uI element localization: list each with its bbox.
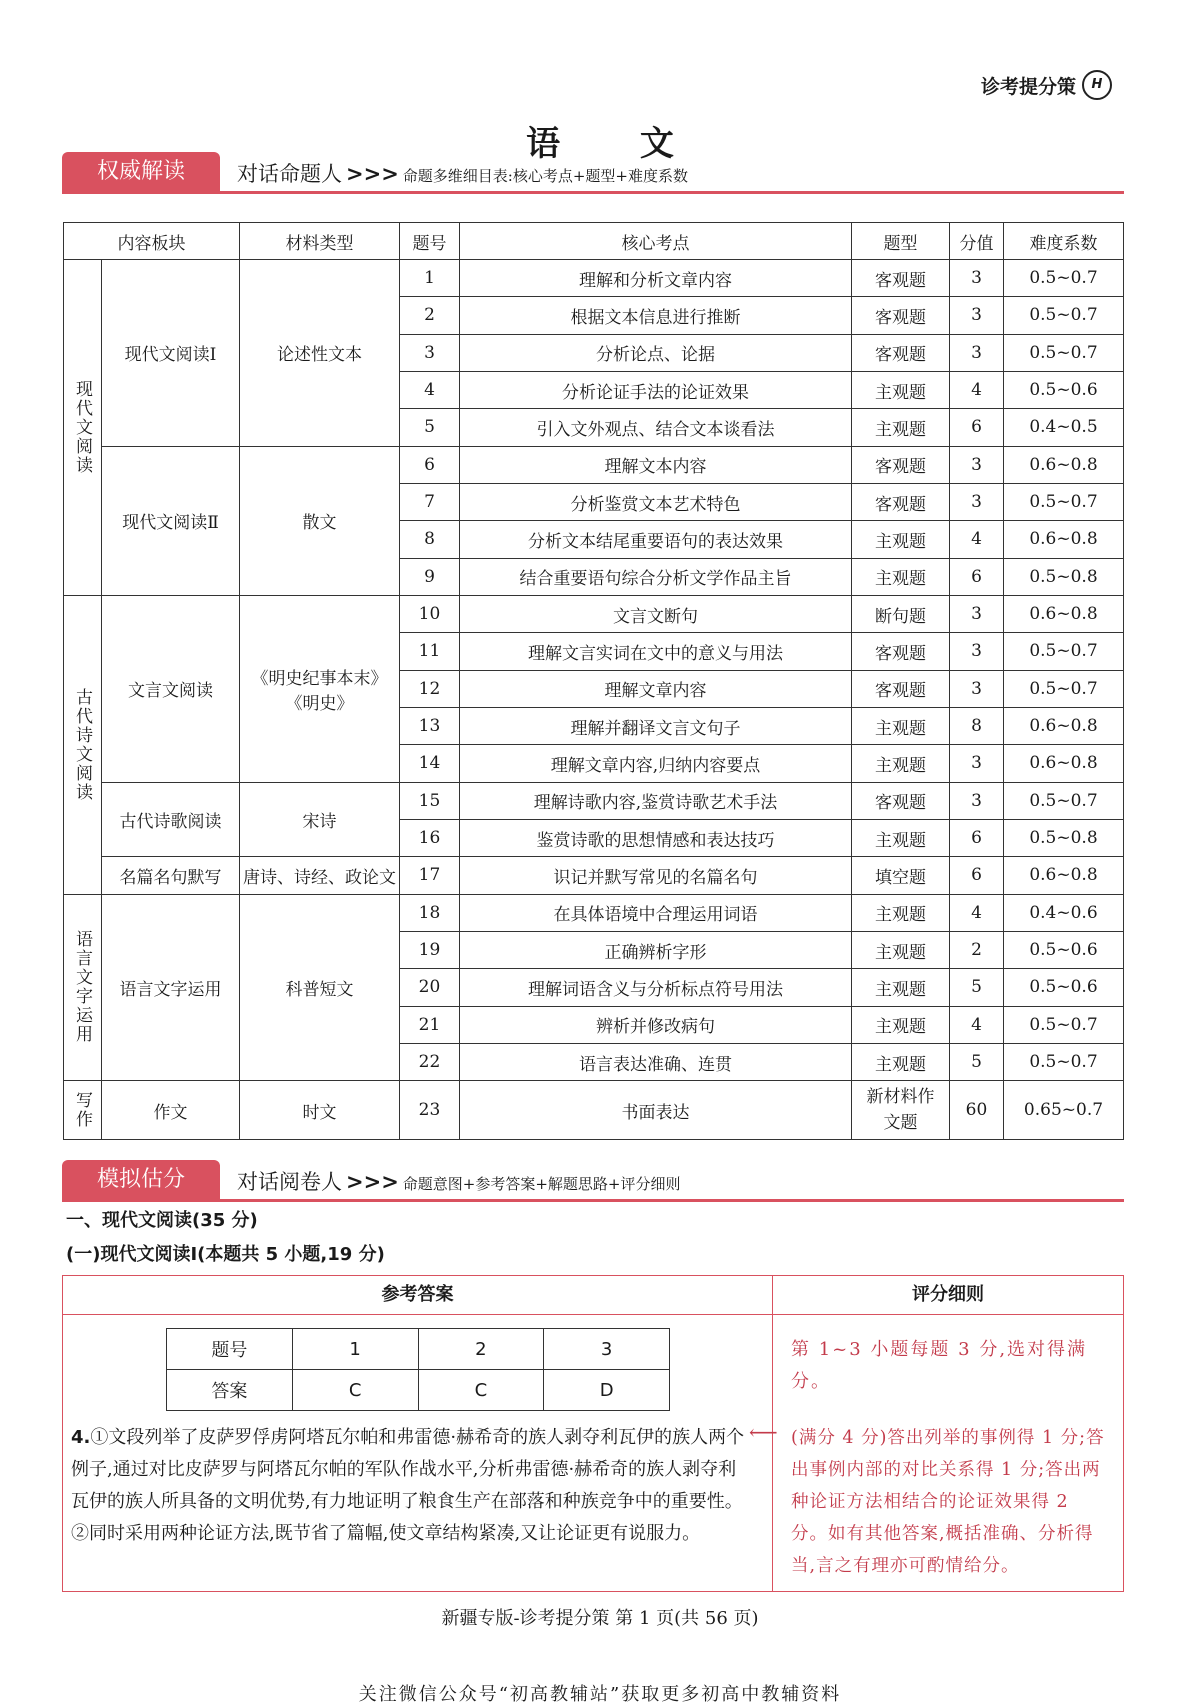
cell-diff: 0.5~0.7 [1004, 260, 1124, 297]
cell-point: 理解文言实词在文中的意义与用法 [460, 633, 852, 670]
cell-score: 6 [950, 409, 1004, 446]
cell-diff: 0.5~0.7 [1004, 483, 1124, 520]
material-cell: 时文 [240, 1081, 400, 1140]
group-cell: 作文 [102, 1081, 240, 1140]
cell-score: 3 [950, 334, 1004, 371]
cell-point: 识记并默写常见的名篇名句 [460, 857, 852, 894]
section-label: 语言文字运用 [72, 930, 92, 1045]
cell: 答案 [167, 1370, 293, 1411]
cell-score: 5 [950, 1043, 1004, 1080]
cell-no: 11 [400, 633, 460, 670]
cell-score: 4 [950, 521, 1004, 558]
cell-no: 13 [400, 707, 460, 744]
section-cell [64, 1081, 102, 1140]
cell-score: 3 [950, 260, 1004, 297]
cell-score: 3 [950, 297, 1004, 334]
cell: C [418, 1370, 544, 1411]
section-cell [64, 894, 102, 1081]
group-cell: 名篇名句默写 [102, 857, 240, 894]
cell-type: 主观题 [852, 745, 950, 782]
cell-diff: 0.5~0.7 [1004, 782, 1124, 819]
col-header: 核心考点 [460, 223, 852, 260]
band-arrows: >>> [346, 1169, 399, 1194]
table-row [64, 595, 1124, 632]
cell-point: 理解文章内容 [460, 670, 852, 707]
cell-point: 理解文章内容,归纳内容要点 [460, 745, 852, 782]
cell-type: 主观题 [852, 707, 950, 744]
subsection-heading: (一)现代文阅读Ⅰ(本题共 5 小题,19 分) [66, 1244, 385, 1265]
cell-type: 主观题 [852, 558, 950, 595]
cell-score: 60 [950, 1081, 1004, 1140]
cell-diff: 0.5~0.7 [1004, 297, 1124, 334]
table-header-row [64, 223, 1124, 260]
cell-type: 客观题 [852, 633, 950, 670]
cell-type: 填空题 [852, 857, 950, 894]
cell-point: 分析文本结尾重要语句的表达效果 [460, 521, 852, 558]
cell-diff: 0.5~0.8 [1004, 819, 1124, 856]
cell-diff: 0.6~0.8 [1004, 707, 1124, 744]
cell-type: 主观题 [852, 894, 950, 931]
reference-answers [63, 1276, 773, 1591]
cell-score: 5 [950, 969, 1004, 1006]
cell-diff: 0.65~0.7 [1004, 1081, 1124, 1140]
cell-no: 6 [400, 446, 460, 483]
cell-no: 22 [400, 1043, 460, 1080]
band-subtitle: 命题多维细目表:核心考点+题型+难度系数 [402, 167, 688, 185]
cell-point: 正确辨析字形 [460, 931, 852, 968]
band-tab-label: 权威解读 [62, 152, 220, 192]
cell-type: 客观题 [852, 260, 950, 297]
scoring-rule-2: (满分 4 分)答出列举的事例得 1 分;答出事例内部的对比关系得 1 分;答出两种论证方法相结合的论证效果得 2 分。如有其他答案,概括准确、分析得当,言之有理亦可酌情给分。 [791, 1428, 1105, 1576]
cell-diff: 0.5~0.7 [1004, 334, 1124, 371]
col-header: 材料类型 [240, 223, 400, 260]
cell-point: 理解文本内容 [460, 446, 852, 483]
cell-diff: 0.5~0.7 [1004, 633, 1124, 670]
cell-point: 结合重要语句综合分析文学作品主旨 [460, 558, 852, 595]
cell-point: 分析鉴赏文本艺术特色 [460, 483, 852, 520]
cell-score: 8 [950, 707, 1004, 744]
cell-type: 主观题 [852, 969, 950, 1006]
col-header: 内容板块 [64, 223, 240, 260]
cell-no: 16 [400, 819, 460, 856]
cell-no: 15 [400, 782, 460, 819]
table-row [64, 446, 1124, 483]
band-heading [237, 1166, 681, 1196]
cell-type: 客观题 [852, 782, 950, 819]
material-cell: 宋诗 [240, 782, 400, 857]
col-header: 难度系数 [1004, 223, 1124, 260]
cell-diff: 0.6~0.8 [1004, 521, 1124, 558]
table-row [64, 857, 1124, 894]
cell-diff: 0.5~0.6 [1004, 371, 1124, 408]
band-subtitle: 命题意图+参考答案+解题思路+评分细则 [402, 1175, 681, 1193]
band-title: 对话命题人 [237, 162, 342, 186]
section-label: 现代文阅读 [72, 379, 92, 475]
cell-diff: 0.4~0.5 [1004, 409, 1124, 446]
cell-diff: 0.5~0.6 [1004, 969, 1124, 1006]
cell-no: 19 [400, 931, 460, 968]
cell-type: 主观题 [852, 409, 950, 446]
table-row [64, 894, 1124, 931]
cell-diff: 0.6~0.8 [1004, 745, 1124, 782]
cell: 2 [418, 1329, 544, 1370]
page-footer: 新疆专版-诊考提分策 第 1 页(共 56 页) [441, 1608, 759, 1629]
cell-no: 1 [400, 260, 460, 297]
cell-diff: 0.5~0.7 [1004, 670, 1124, 707]
col-header: 题型 [852, 223, 950, 260]
section-cell [64, 595, 102, 894]
cell-type: 主观题 [852, 1006, 950, 1043]
brand-name: 诊考提分策 [980, 75, 1076, 98]
answer-box [62, 1275, 1124, 1592]
cell-no: 23 [400, 1081, 460, 1140]
material-cell: 唐诗、诗经、政论文 [240, 857, 400, 894]
q4-text: ①文段列举了皮萨罗俘虏阿塔瓦尔帕和弗雷德·赫希奇的族人剥夺利瓦伊的族人两个例子,通过对比皮萨罗与阿塔瓦尔帕的军队作战水平,分析弗雷德·赫希奇的族人剥夺利瓦伊的族人所具备的文明优势,有力地证明了粮食生产在部落和种族竞争中的重要性。②同时采用两种论证方法,既节省了篇幅,使文章结构紧凑,又让论证更有说服力。 [71, 1427, 745, 1544]
cell-no: 2 [400, 297, 460, 334]
cell-no: 4 [400, 371, 460, 408]
cell-point: 理解诗歌内容,鉴赏诗歌艺术手法 [460, 782, 852, 819]
cell-score: 6 [950, 558, 1004, 595]
cell-type: 客观题 [852, 334, 950, 371]
section-band-authority [62, 152, 1124, 192]
cell-score: 6 [950, 857, 1004, 894]
cell-type: 主观题 [852, 931, 950, 968]
cell-point: 分析论证手法的论证效果 [460, 371, 852, 408]
table-row [64, 782, 1124, 819]
cell-diff: 0.5~0.6 [1004, 931, 1124, 968]
cell-diff: 0.5~0.8 [1004, 558, 1124, 595]
cell-no: 9 [400, 558, 460, 595]
cell-score: 3 [950, 595, 1004, 632]
section-band-estimate [62, 1160, 1124, 1200]
section-label: 古代诗文阅读 [72, 687, 92, 802]
cell-no: 7 [400, 483, 460, 520]
cell-point: 在具体语境中合理运用词语 [460, 894, 852, 931]
group-cell: 语言文字运用 [102, 894, 240, 1081]
cell-no: 5 [400, 409, 460, 446]
cell-score: 4 [950, 371, 1004, 408]
cell: 3 [544, 1329, 670, 1370]
band-arrows: >>> [346, 161, 399, 186]
cell-score: 3 [950, 782, 1004, 819]
cell-type: 新材料作文题 [852, 1081, 950, 1140]
band-divider [62, 1199, 1124, 1202]
cell-score: 3 [950, 633, 1004, 670]
cell-type: 主观题 [852, 1043, 950, 1080]
cell-type: 主观题 [852, 371, 950, 408]
bottom-note: 关注微信公众号“初高教辅站”获取更多初高中教辅资料 [358, 1684, 842, 1705]
scoring-rule-1: 第 1~3 小题每题 3 分,选对得满分。 [791, 1339, 1088, 1392]
section-heading: 一、现代文阅读(35 分) [66, 1210, 258, 1231]
cell-diff: 0.4~0.6 [1004, 894, 1124, 931]
band-divider [62, 191, 1124, 194]
cell-type: 客观题 [852, 483, 950, 520]
cell-no: 18 [400, 894, 460, 931]
cell-no: 20 [400, 969, 460, 1006]
band-title: 对话阅卷人 [237, 1170, 342, 1194]
table-row [167, 1329, 670, 1370]
cell-diff: 0.5~0.7 [1004, 1006, 1124, 1043]
cell-point: 理解和分析文章内容 [460, 260, 852, 297]
cell-point: 辨析并修改病句 [460, 1006, 852, 1043]
cell-score: 3 [950, 446, 1004, 483]
cell-diff: 0.6~0.8 [1004, 857, 1124, 894]
cell-no: 12 [400, 670, 460, 707]
cell-score: 4 [950, 894, 1004, 931]
cell: C [292, 1370, 418, 1411]
page-title: 语 文 [526, 124, 708, 164]
cell-score: 2 [950, 931, 1004, 968]
cell-point: 书面表达 [460, 1081, 852, 1140]
cell-type: 主观题 [852, 521, 950, 558]
group-cell: 现代文阅读Ⅱ [102, 446, 240, 595]
cell-point: 分析论点、论据 [460, 334, 852, 371]
cell-type: 客观题 [852, 446, 950, 483]
cell-diff: 0.5~0.7 [1004, 1043, 1124, 1080]
cell-point: 文言文断句 [460, 595, 852, 632]
cell-point: 理解并翻译文言文句子 [460, 707, 852, 744]
cell-no: 21 [400, 1006, 460, 1043]
cell-point: 语言表达准确、连贯 [460, 1043, 852, 1080]
cell-type: 客观题 [852, 297, 950, 334]
answers-header: 参考答案 [63, 1276, 772, 1315]
cell-score: 3 [950, 483, 1004, 520]
arrow-left-icon: ⟵ [749, 1420, 778, 1444]
q4-answer [71, 1422, 751, 1550]
spec-table [63, 222, 1124, 1140]
group-cell: 现代文阅读Ⅰ [102, 260, 240, 447]
material-cell: 论述性文本 [240, 260, 400, 447]
material-cell: 《明史纪事本末》《明史》 [240, 595, 400, 782]
cell: D [544, 1370, 670, 1411]
brand-header [981, 70, 1112, 100]
cell-no: 17 [400, 857, 460, 894]
cell-diff: 0.6~0.8 [1004, 446, 1124, 483]
table-row [64, 1081, 1124, 1140]
cell: 1 [292, 1329, 418, 1370]
cell-diff: 0.6~0.8 [1004, 595, 1124, 632]
cell: 题号 [167, 1329, 293, 1370]
cell-score: 4 [950, 1006, 1004, 1043]
band-tab-label: 模拟估分 [62, 1160, 220, 1200]
section-cell [64, 260, 102, 596]
cell-no: 3 [400, 334, 460, 371]
brand-logo-icon: H [1082, 70, 1112, 100]
cell-no: 14 [400, 745, 460, 782]
table-row [64, 260, 1124, 297]
cell-point: 引入文外观点、结合文本谈看法 [460, 409, 852, 446]
cell-type: 客观题 [852, 670, 950, 707]
cell-no: 8 [400, 521, 460, 558]
rules-header: 评分细则 [773, 1276, 1123, 1315]
section-label: 写作 [72, 1091, 92, 1130]
group-cell: 古代诗歌阅读 [102, 782, 240, 857]
cell-no: 10 [400, 595, 460, 632]
cell-type: 断句题 [852, 595, 950, 632]
cell-point: 根据文本信息进行推断 [460, 297, 852, 334]
table-row [167, 1370, 670, 1411]
q4-number: 4. [71, 1427, 91, 1448]
band-heading [237, 158, 688, 188]
cell-score: 3 [950, 745, 1004, 782]
material-cell: 科普短文 [240, 894, 400, 1081]
cell-type: 主观题 [852, 819, 950, 856]
cell-score: 6 [950, 819, 1004, 856]
cell-point: 理解词语含义与分析标点符号用法 [460, 969, 852, 1006]
material-cell: 散文 [240, 446, 400, 595]
col-header: 分值 [950, 223, 1004, 260]
group-cell: 文言文阅读 [102, 595, 240, 782]
choice-answer-table [166, 1328, 670, 1411]
cell-score: 3 [950, 670, 1004, 707]
col-header: 题号 [400, 223, 460, 260]
cell-point: 鉴赏诗歌的思想情感和表达技巧 [460, 819, 852, 856]
